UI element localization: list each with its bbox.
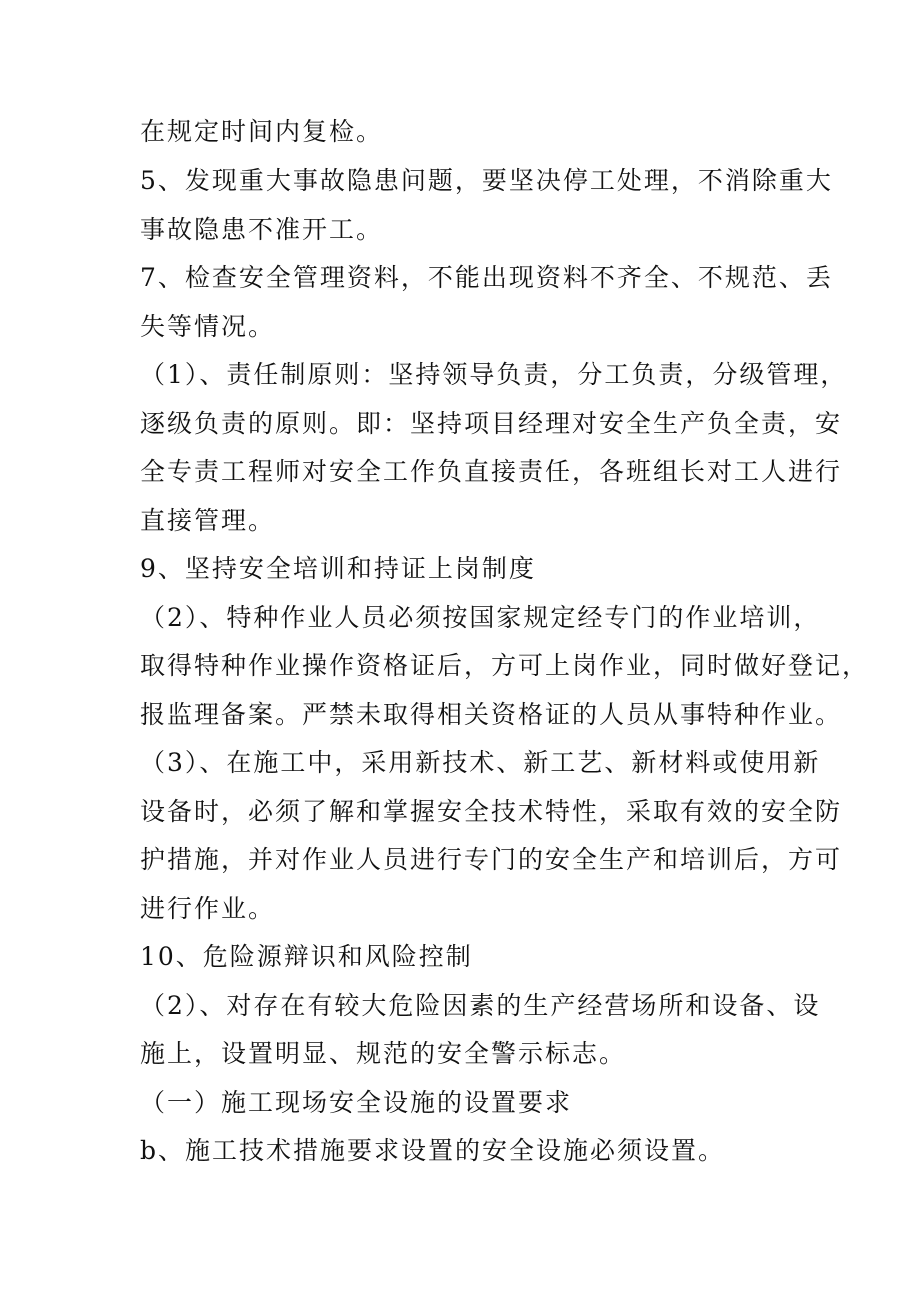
text-line-12: 取得特种作业操作资格证后，方可上岗作业，同时做好登记，	[140, 651, 870, 680]
text-line-13: 报监理备案。严禁未取得相关资格证的人员从事特种作业。	[140, 700, 843, 729]
text-line-1: 在规定时间内复检。	[140, 117, 384, 146]
text-line-20: 施上，设置明显、规范的安全警示标志。	[140, 1039, 627, 1068]
text-line-21: （一）施工现场安全设施的设置要求	[140, 1088, 573, 1117]
text-line-10: 9、坚持安全培训和持证上岗制度	[140, 554, 536, 583]
text-line-2: 5、发现重大事故隐患问题，要坚决停工处理，不消除重大	[140, 166, 833, 195]
text-line-4: 7、检查安全管理资料，不能出现资料不齐全、不规范、丢	[140, 263, 833, 292]
text-line-14: （3）、在施工中，采用新技术、新工艺、新材料或使用新	[140, 748, 821, 777]
text-line-22: b、施工技术措施要求设置的安全设施必须设置。	[140, 1136, 726, 1165]
text-line-3: 事故隐患不准开工。	[140, 215, 384, 244]
text-line-6: （1）、责任制原则：坚持领导负责，分工负责，分级管理，	[140, 360, 848, 389]
text-line-19: （2）、对存在有较大危险因素的生产经营场所和设备、设	[140, 991, 821, 1020]
text-line-17: 进行作业。	[140, 894, 276, 923]
text-line-18: 10、危险源辩识和风险控制	[140, 942, 473, 971]
text-line-9: 直接管理。	[140, 506, 276, 535]
text-line-15: 设备时，必须了解和掌握安全技术特性，采取有效的安全防	[140, 797, 843, 826]
text-line-11: （2）、特种作业人员必须按国家规定经专门的作业培训，	[140, 603, 821, 632]
text-line-16: 护措施，并对作业人员进行专门的安全生产和培训后，方可	[140, 845, 843, 874]
text-line-8: 全专责工程师对安全工作负直接责任，各班组长对工人进行	[140, 457, 843, 486]
text-line-7: 逐级负责的原则。即：坚持项目经理对安全生产负全责，安	[140, 409, 843, 438]
text-line-5: 失等情况。	[140, 312, 276, 341]
